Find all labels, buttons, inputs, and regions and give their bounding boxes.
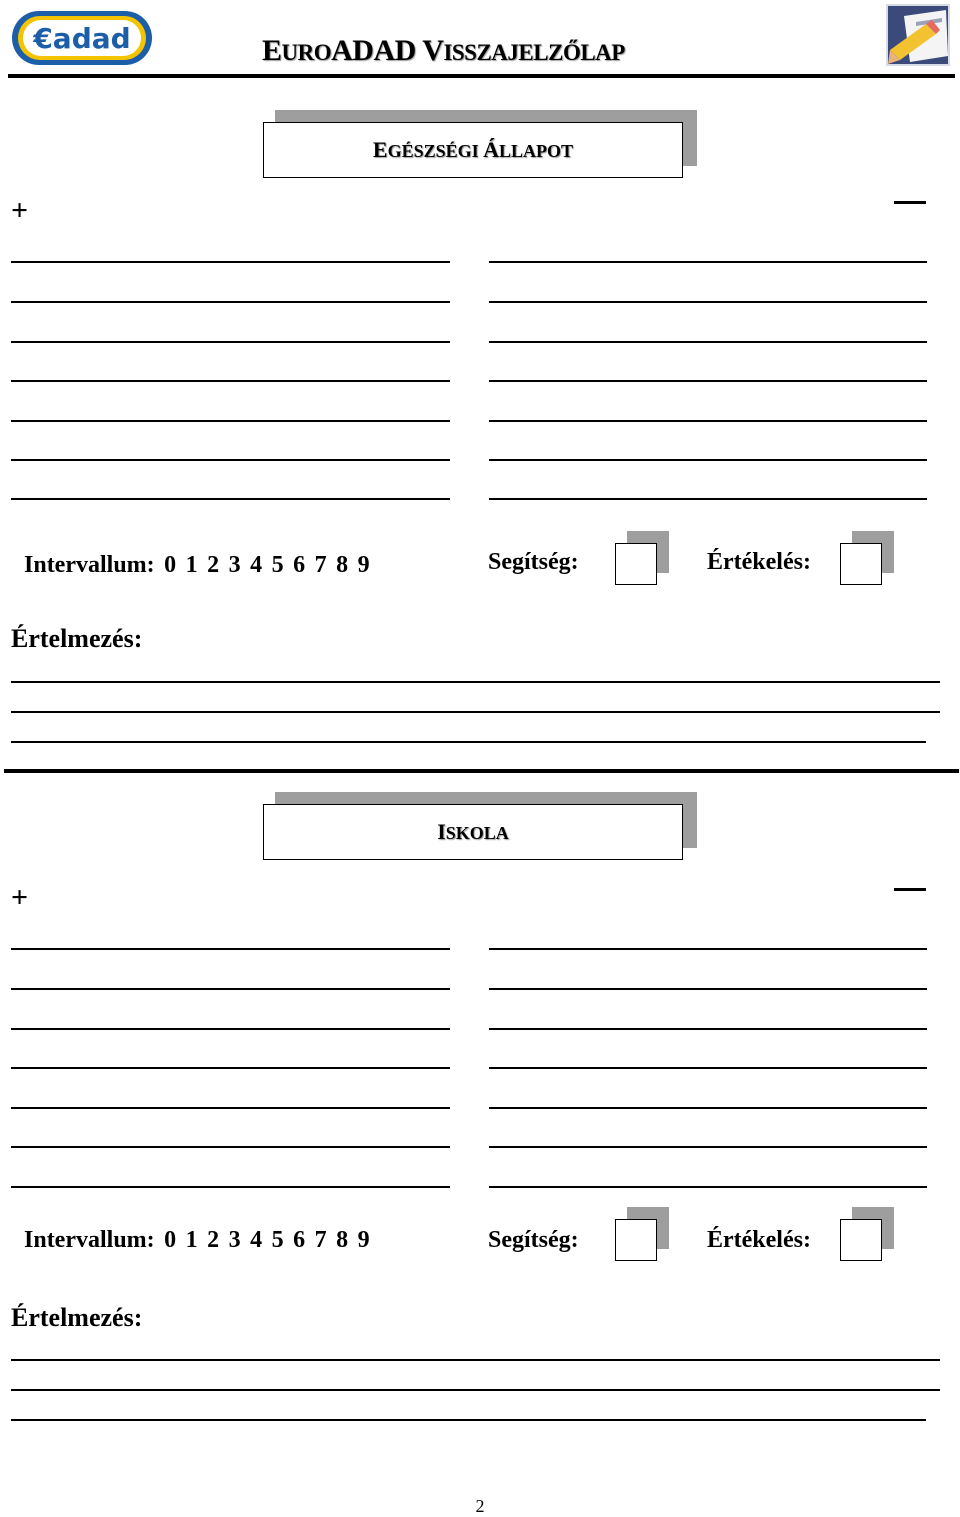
interpretation-line[interactable] — [11, 1419, 926, 1421]
interpretation-label: Értelmezés: — [11, 1303, 143, 1332]
scale-digit[interactable]: 9 — [357, 552, 370, 578]
negative-marker — [894, 201, 926, 204]
write-line-minus[interactable] — [489, 498, 927, 500]
evaluation-checkbox[interactable] — [840, 543, 882, 585]
scale-digit[interactable]: 5 — [271, 552, 284, 578]
scale-digit[interactable]: 8 — [336, 552, 349, 578]
logo-text: €adad — [33, 22, 131, 55]
scale-digit[interactable]: 3 — [228, 552, 241, 578]
pencil-paper-icon — [886, 4, 950, 66]
write-line-minus[interactable] — [489, 459, 927, 461]
scale-digit[interactable]: 1 — [185, 552, 198, 578]
help-checkbox[interactable] — [615, 1219, 657, 1261]
positive-marker: + — [11, 881, 29, 914]
write-line-minus[interactable] — [489, 988, 927, 990]
write-line-plus[interactable] — [11, 1186, 450, 1188]
scale-digit[interactable]: 6 — [293, 1227, 306, 1253]
document-title: EUROADAD VISSZAJELZŐLAP — [262, 34, 625, 67]
evaluation-label: Értékelés: — [707, 1227, 811, 1253]
interval-label: Intervallum: — [24, 1227, 155, 1253]
write-line-minus[interactable] — [489, 1146, 927, 1148]
scale-digit[interactable]: 3 — [228, 1227, 241, 1253]
scale-digit[interactable]: 2 — [207, 1227, 220, 1253]
write-line-minus[interactable] — [489, 420, 927, 422]
write-line-minus[interactable] — [489, 1067, 927, 1069]
write-line-plus[interactable] — [11, 1146, 450, 1148]
section-title-box — [263, 122, 683, 178]
write-line-minus[interactable] — [489, 380, 927, 382]
interpretation-line[interactable] — [11, 1359, 940, 1361]
adad-logo — [10, 8, 154, 68]
scale-digit[interactable]: 4 — [250, 1227, 263, 1253]
write-line-minus[interactable] — [489, 948, 927, 950]
write-line-plus[interactable] — [11, 341, 450, 343]
interval-scale[interactable] — [155, 552, 370, 578]
scale-digit[interactable]: 6 — [293, 552, 306, 578]
help-label: Segítség: — [488, 1227, 579, 1253]
section-divider — [4, 769, 959, 773]
scale-digit[interactable]: 5 — [271, 1227, 284, 1253]
write-line-plus[interactable] — [11, 1067, 450, 1069]
evaluation-checkbox[interactable] — [840, 1219, 882, 1261]
scale-digit[interactable]: 0 — [164, 1227, 177, 1253]
adad-logo-graphic — [10, 8, 154, 68]
write-line-minus[interactable] — [489, 1186, 927, 1188]
positive-marker: + — [11, 194, 29, 227]
scale-digit[interactable]: 7 — [314, 552, 327, 578]
page-number: 2 — [475, 1496, 485, 1516]
write-line-plus[interactable] — [11, 459, 450, 461]
help-checkbox[interactable] — [615, 543, 657, 585]
write-line-plus[interactable] — [11, 380, 450, 382]
scale-digit[interactable]: 2 — [207, 552, 220, 578]
scale-digit[interactable]: 1 — [185, 1227, 198, 1253]
interpretation-line[interactable] — [11, 711, 940, 713]
help-label: Segítség: — [488, 549, 579, 575]
negative-marker — [894, 888, 926, 891]
write-line-minus[interactable] — [489, 1107, 927, 1109]
interpretation-line[interactable] — [11, 1389, 940, 1391]
interval-label: Intervallum: — [24, 552, 155, 578]
scale-digit[interactable]: 7 — [314, 1227, 327, 1253]
header-rule — [8, 74, 955, 78]
section-title: EGÉSZSÉGI ÁLLAPOT — [372, 137, 574, 162]
write-line-plus[interactable] — [11, 420, 450, 422]
scale-digit[interactable]: 4 — [250, 552, 263, 578]
section-title: ISKOLA — [437, 819, 509, 844]
section-title-box — [263, 804, 683, 860]
write-line-minus[interactable] — [489, 301, 927, 303]
write-line-plus[interactable] — [11, 988, 450, 990]
scale-digit[interactable]: 9 — [357, 1227, 370, 1253]
interpretation-line[interactable] — [11, 681, 940, 683]
scale-digit[interactable]: 8 — [336, 1227, 349, 1253]
interval-row — [24, 551, 370, 579]
write-line-plus[interactable] — [11, 948, 450, 950]
write-line-minus[interactable] — [489, 341, 927, 343]
write-line-minus[interactable] — [489, 1028, 927, 1030]
write-line-plus[interactable] — [11, 301, 450, 303]
write-line-plus[interactable] — [11, 498, 450, 500]
write-line-minus[interactable] — [489, 261, 927, 263]
interpretation-line[interactable] — [11, 741, 926, 743]
interpretation-label: Értelmezés: — [11, 624, 143, 653]
write-line-plus[interactable] — [11, 1028, 450, 1030]
interval-scale[interactable] — [155, 1227, 370, 1253]
scale-digit[interactable]: 0 — [164, 552, 177, 578]
evaluation-label: Értékelés: — [707, 549, 811, 575]
write-line-plus[interactable] — [11, 261, 450, 263]
interval-row — [24, 1226, 370, 1254]
write-line-plus[interactable] — [11, 1107, 450, 1109]
